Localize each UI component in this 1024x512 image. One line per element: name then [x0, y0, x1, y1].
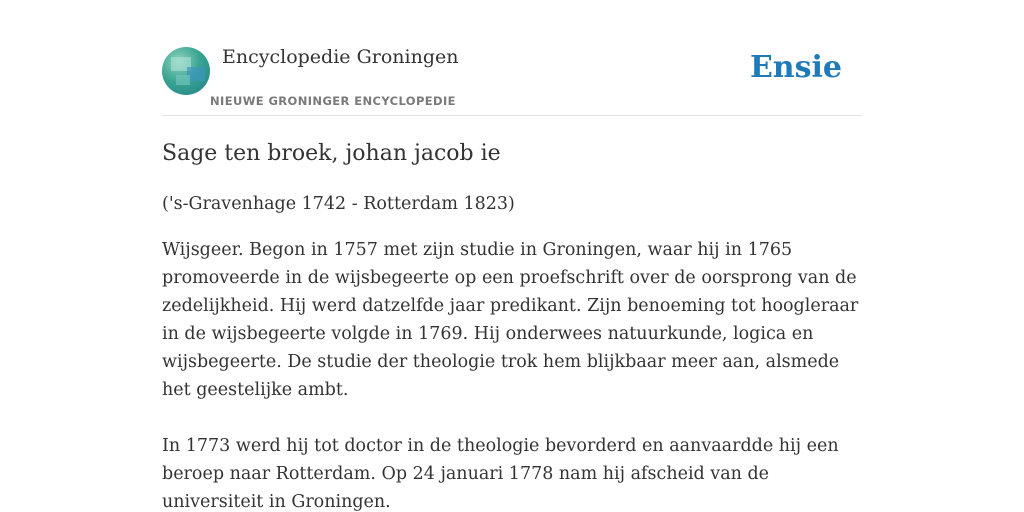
site-subtitle: NIEUWE GRONINGER ENCYCLOPEDIE: [210, 94, 456, 108]
article-paragraph: Wijsgeer. Begon in 1757 met zijn studie in Groningen, waar hij in 1765 promoveerde in de wijsbegeerte op een proefschrift over de oorsprong van de zedelijkheid. Hij werd datzelfde jaar predikant. Zijn benoeming tot hoogleraar in de wijsbegeerte volgde in 1769. Hij onderwees natuurkunde, logica en wijsbegeerte. De studie der theologie trok hem blijkbaar meer aan, alsmede het geestelijke ambt.: [162, 240, 859, 400]
article-paragraph: In 1773 werd hij tot doctor in de theologie bevorderd en aanvaardde hij een beroep naar Rotterdam. Op 24 januari 1778 nam hij afscheid van de universiteit in Groningen.: [162, 436, 839, 512]
encyclopedia-logo-icon[interactable]: [162, 47, 210, 95]
article-title: Sage ten broek, johan jacob ie: [162, 141, 501, 166]
article-dates: ('s-Gravenhage 1742 - Rotterdam 1823): [162, 194, 515, 214]
article-content: [162, 139, 862, 512]
ensie-brand-link[interactable]: Ensie: [749, 50, 842, 85]
site-header: [162, 40, 862, 116]
site-name-link[interactable]: Encyclopedie Groningen: [222, 46, 459, 68]
